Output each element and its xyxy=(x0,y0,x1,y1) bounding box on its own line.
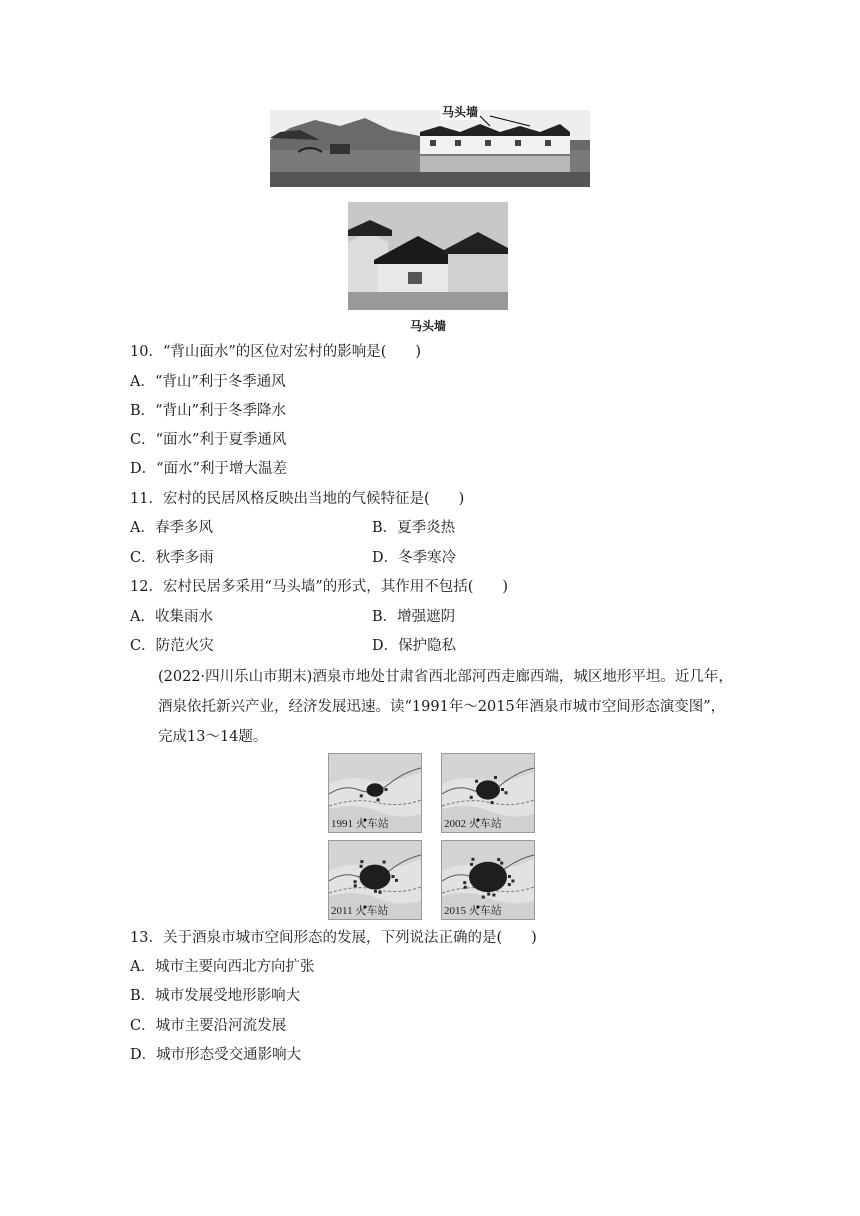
city-map-2015 xyxy=(441,840,535,920)
figure1-label: 马头墙 xyxy=(442,105,479,119)
horse-head-wall-photo xyxy=(348,202,508,310)
question-10-option-b: B．“背山”利于冬季降水 xyxy=(130,403,286,419)
question-10-option-d: D．“面水”利于增大温差 xyxy=(130,461,287,477)
city-map-1991 xyxy=(328,753,422,833)
passage-body: (2022·四川乐山市期末)酒泉市地处甘肃省西北部河西走廊西端，城区地形平坦。近几年，酒泉依托新兴产业，经济发展迅速。读“1991年～2015年酒泉市城市空间形态演变图”，完成13～14题。 xyxy=(158,669,733,745)
question-13-stem: 13．关于酒泉市城市空间形态的发展，下列说法正确的是( ) xyxy=(130,930,537,946)
city-map-2011 xyxy=(328,840,422,920)
map-label-1991: 1991 火车站 xyxy=(331,818,389,830)
map-label-2015: 2015 火车站 xyxy=(444,905,502,917)
figure2-caption: 马头墙 xyxy=(410,319,447,333)
passage-text xyxy=(130,662,734,752)
question-12-option-d: D．保护隐私 xyxy=(372,638,457,654)
question-10-stem: 10．“背山面水”的区位对宏村的影响是( ) xyxy=(130,344,422,360)
map-label-2002: 2002 火车站 xyxy=(444,818,502,830)
question-11-option-b: B．夏季炎热 xyxy=(372,520,456,536)
hongcun-landscape-photo xyxy=(270,110,590,187)
map-label-2011: 2011 火车站 xyxy=(331,905,389,917)
question-12-option-c: C．防范火灾 xyxy=(130,638,214,654)
question-11-option-c: C．秋季多雨 xyxy=(130,550,214,566)
question-11-stem: 11．宏村的民居风格反映出当地的气候特征是( ) xyxy=(130,491,465,507)
question-11-option-d: D．冬季寒冷 xyxy=(372,550,457,566)
question-12-stem: 12．宏村民居多采用“马头墙”的形式，其作用不包括( ) xyxy=(130,579,509,595)
question-12-option-a: A．收集雨水 xyxy=(130,609,213,625)
question-13-option-b: B．城市发展受地形影响大 xyxy=(130,988,301,1004)
question-12-option-b: B．增强遮阴 xyxy=(372,609,456,625)
question-11-option-a: A．春季多风 xyxy=(130,520,213,536)
question-10-option-c: C．“面水”利于夏季通风 xyxy=(130,432,287,448)
question-10-option-a: A．“背山”利于冬季通风 xyxy=(130,374,286,390)
figure1-arrows xyxy=(460,112,540,132)
city-map-2002 xyxy=(441,753,535,833)
question-13-option-c: C．城市主要沿河流发展 xyxy=(130,1018,287,1034)
question-13-option-d: D．城市形态受交通影响大 xyxy=(130,1047,302,1063)
question-13-option-a: A．城市主要向西北方向扩张 xyxy=(130,959,315,975)
